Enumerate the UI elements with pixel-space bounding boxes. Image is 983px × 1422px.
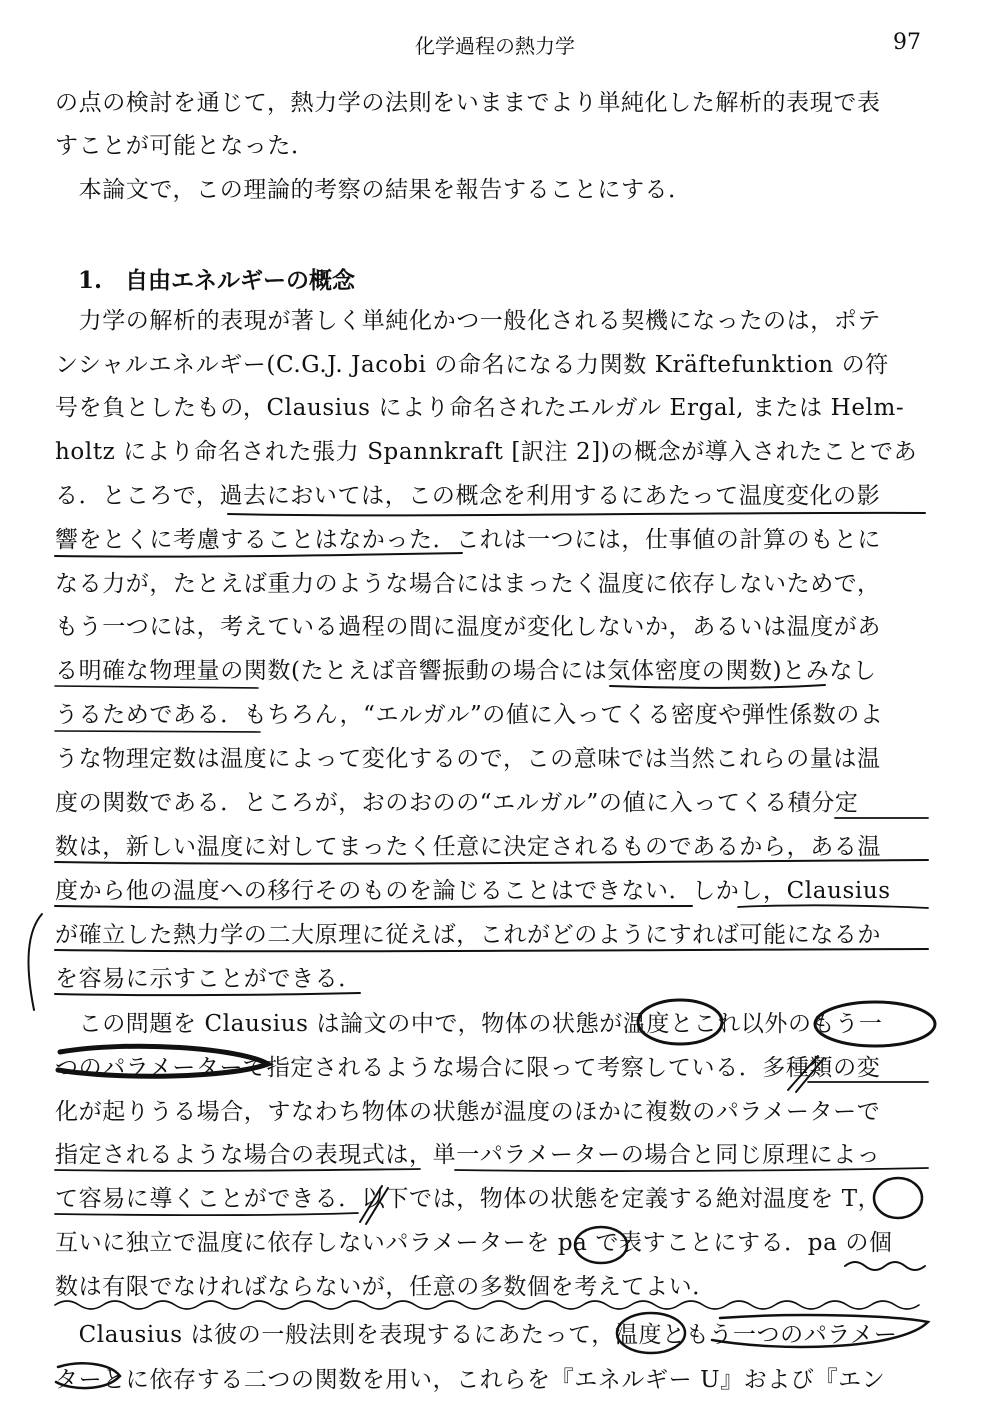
- text-line: 度の関数である．ところが，おのおのの“エルガル”の値に入ってくる積分定: [55, 790, 859, 816]
- text-line: 響をとくに考慮することはなかった．これは一つには，仕事値の計算のもとに: [55, 527, 881, 553]
- text-line: 数は，新しい温度に対してまったく任意に決定されるものであるから，ある温: [55, 834, 881, 860]
- text-line: る明確な物理量の関数(たとえば音響振動の場合には気体密度の関数)とみなし: [55, 658, 877, 684]
- text-line: holtz により命名された張力 Spannkraft [訳注 2])の概念が導入されたことであ: [55, 439, 918, 465]
- text-line: すことが可能となった．: [55, 133, 315, 159]
- text-line: が確立した熱力学の二大原理に従えば，これがどのようにすれば可能になるか: [55, 922, 881, 948]
- pen-underline: [228, 513, 925, 516]
- text-line: Clausius は彼の一般法則を表現するにあたって，温度ともう一つのパラメー: [55, 1322, 898, 1348]
- text-line: 本論文で，この理論的考察の結果を報告することにする．: [55, 177, 692, 203]
- pen-underline: [55, 731, 260, 732]
- pen-wavy-underline: [55, 1301, 919, 1309]
- text-line: この問題を Clausius は論文の中で，物体の状態が温度とこれ以外のもう一: [55, 1011, 883, 1037]
- text-line: 化が起りうる場合，すなわち物体の状態が温度のほかに複数のパラメーターで: [55, 1099, 881, 1125]
- text-line: つのパラメーターで指定されるような場合に限って考察している．多種類の変: [55, 1055, 881, 1081]
- text-line: の点の検討を通じて，熱力学の法則をいままでより単純化した解析的表現で表: [55, 90, 881, 116]
- text-line: 互いに独立で温度に依存しないパラメーターを pa で表すことにする．pa の個: [55, 1230, 893, 1256]
- text-line: 度から他の温度への移行そのものを論じることはできない．しかし，Clausius: [55, 878, 891, 904]
- pen-margin-bracket: [28, 914, 42, 1010]
- text-line: ンシャルエネルギー(C.G.J. Jacobi の命名になる力関数 Kräftefunktion の符: [55, 352, 889, 378]
- text-line: ターとに依存する二つの関数を用い，これらを『エネルギー U』および『エン: [55, 1367, 886, 1393]
- text-line: 数は有限でなければならないが，任意の多数個を考えてよい．: [55, 1274, 716, 1300]
- text-line: 力学の解析的表現が著しく単純化かつ一般化される契機になったのは，ポテ: [55, 308, 881, 334]
- text-line: うるためである．もちろん，“エルガル”の値に入ってくる密度や弾性係数のよ: [55, 702, 884, 728]
- text-line: て容易に導くことができる．以下では，物体の状態を定義する絶対温度を T，: [55, 1186, 882, 1212]
- text-line: を容易に示すことができる．: [55, 966, 362, 992]
- text-line: なる力が，たとえば重力のような場合にはまったく温度に依存しないためで，: [55, 571, 881, 597]
- pen-underline: [55, 906, 692, 907]
- section-heading: 1. 自由エネルギーの概念: [78, 267, 356, 294]
- text-line: 号を負としたもの，Clausius により命名されたエルガル Ergal, または Helm-: [55, 395, 905, 421]
- text-line: もう一つには，考えている過程の間に温度が変化しないか，あるいは温度があ: [55, 614, 881, 640]
- pen-underline: [55, 686, 258, 688]
- text-line: る．ところで，過去においては，この概念を利用するにあたって温度変化の影: [55, 483, 881, 509]
- text-line: うな物理定数は温度によって変化するので，この意味では当然これらの量は温: [55, 746, 881, 772]
- text-line: 指定されるような場合の表現式は，単一パラメーターの場合と同じ原理によっ: [55, 1142, 881, 1168]
- running-header-title: 化学過程の熱力学: [415, 34, 575, 58]
- pen-wavy-underline: [845, 1262, 925, 1270]
- page-number: 97: [893, 30, 921, 55]
